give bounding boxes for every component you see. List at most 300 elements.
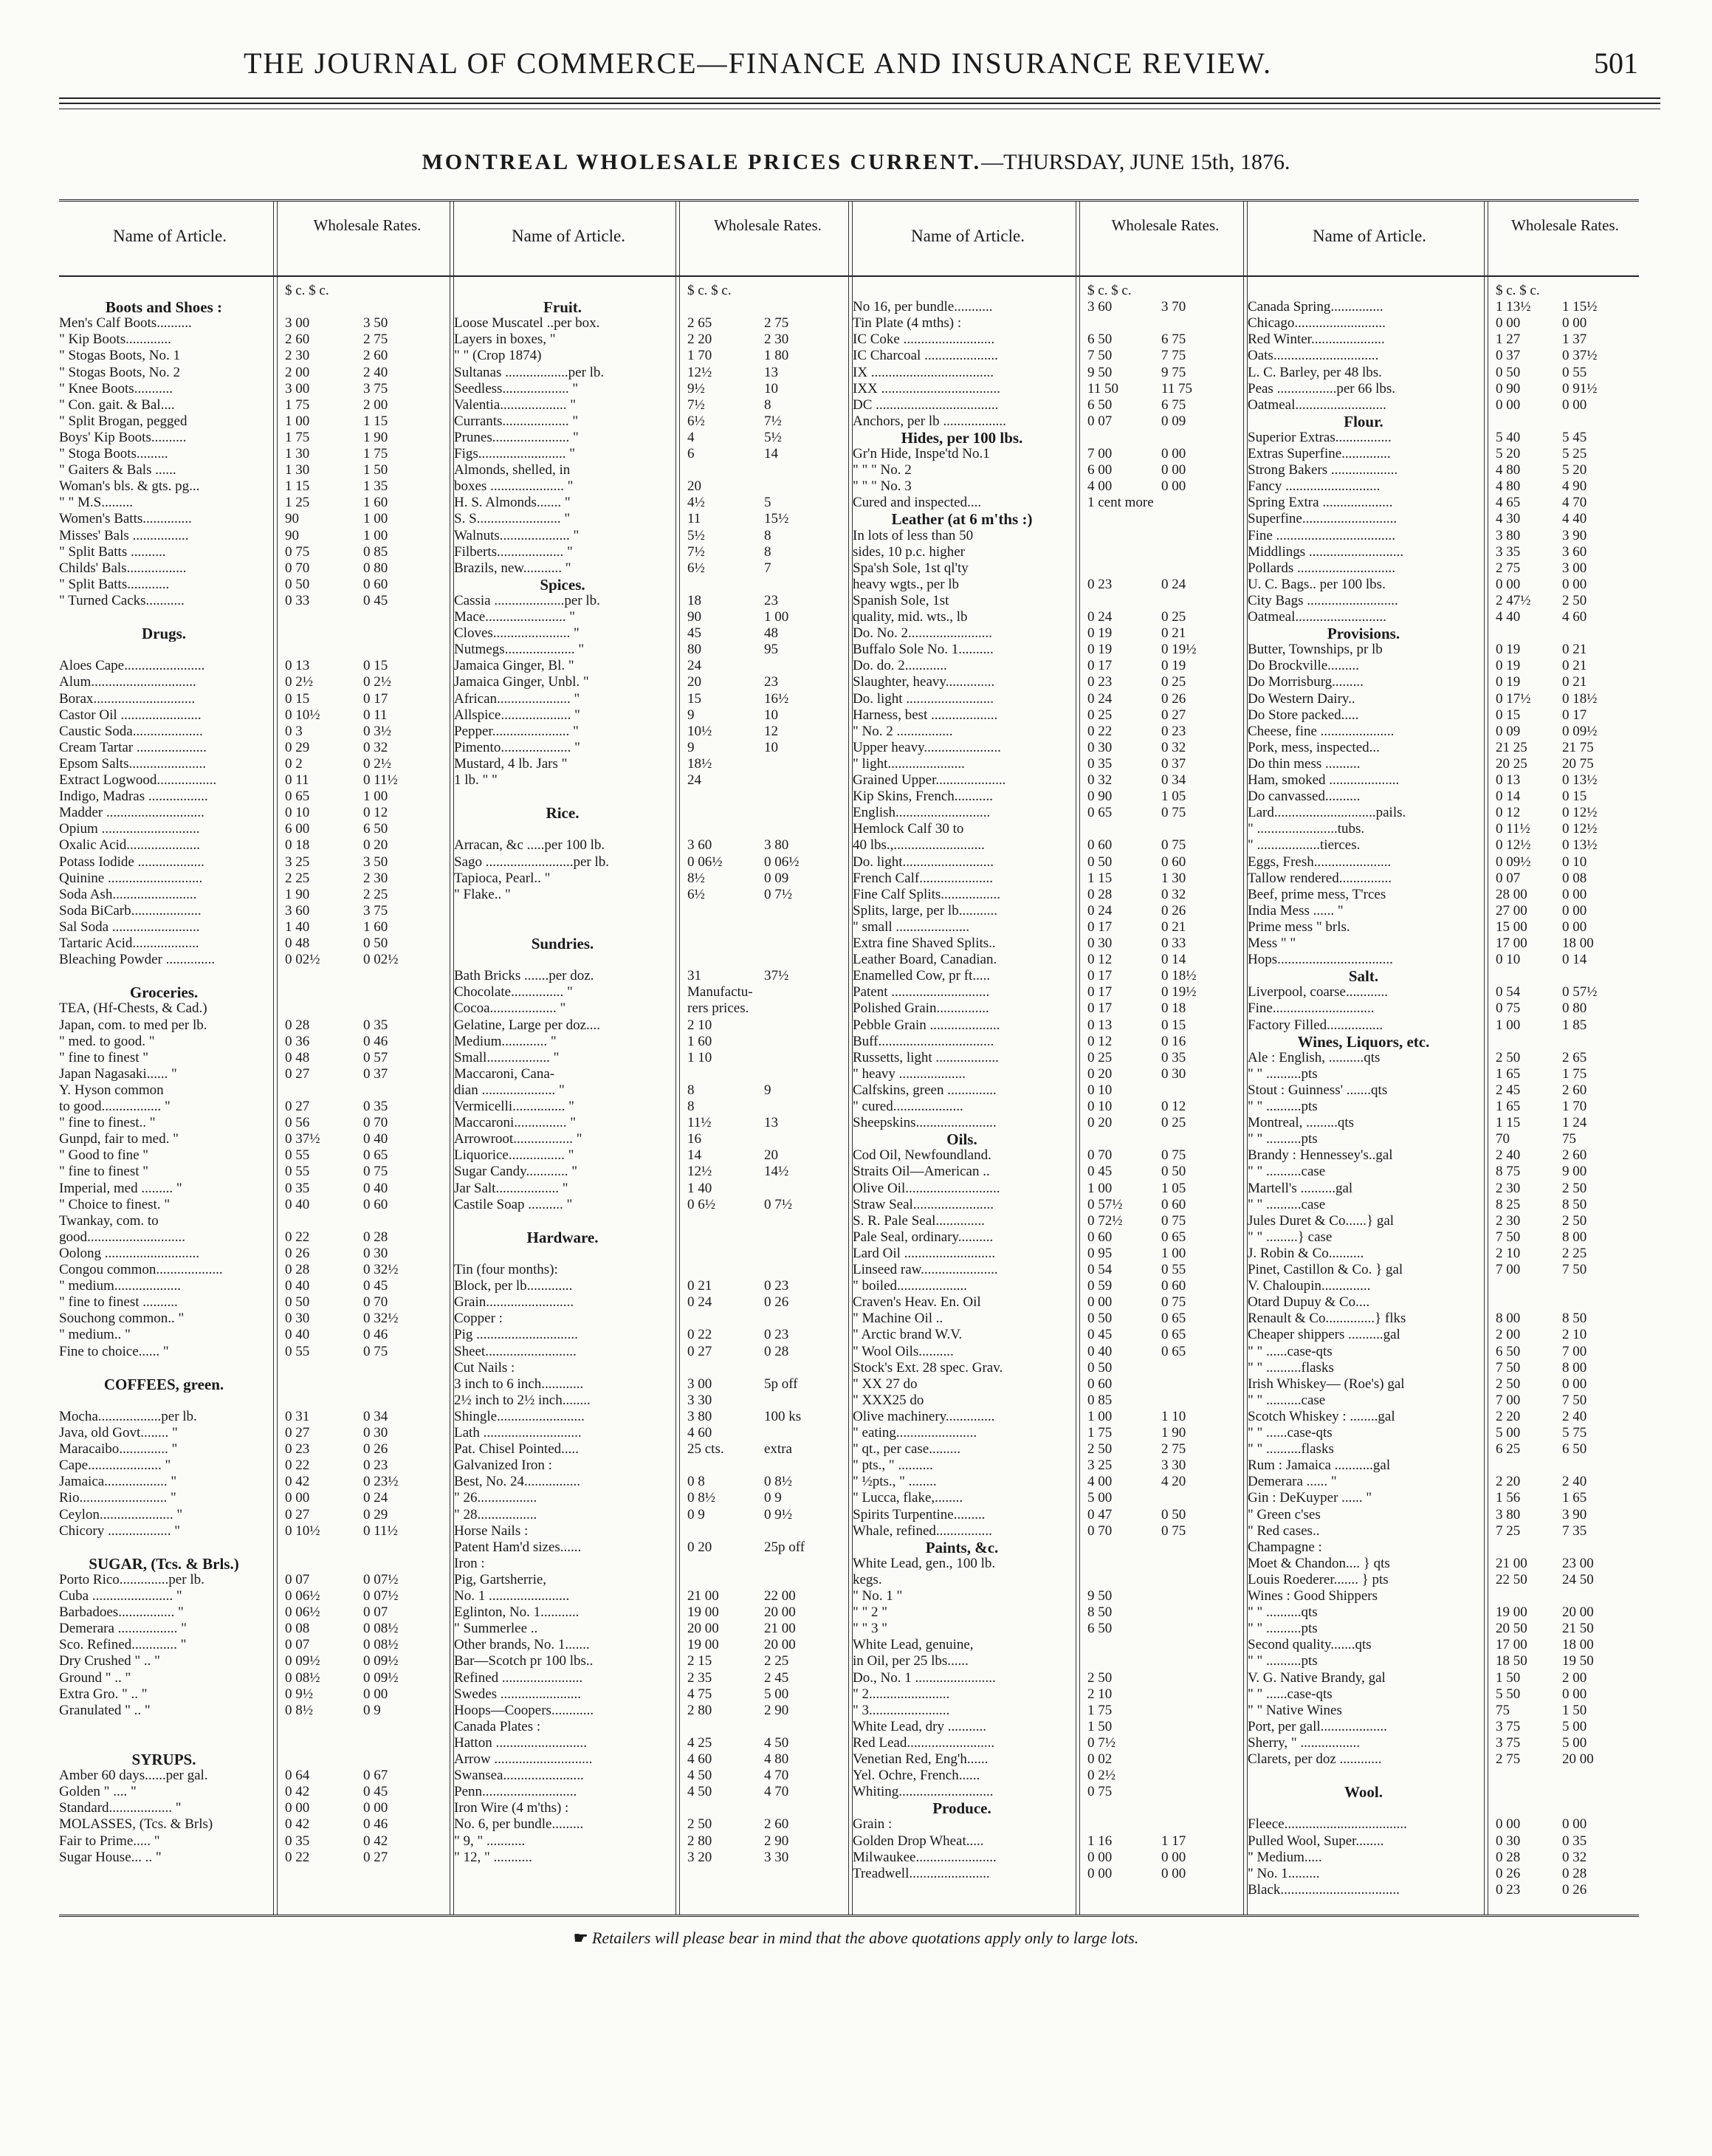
article-name: " " ..........pts xyxy=(1248,1065,1318,1082)
rate-low: 0 00 xyxy=(285,1800,310,1816)
article-name: Almonds, shelled, in xyxy=(454,462,571,478)
price-row xyxy=(454,332,853,348)
article-name: Soda Ash........................ xyxy=(59,886,197,902)
rate-low: 1 70 xyxy=(687,348,712,364)
rate-high: 0 30 xyxy=(1161,1065,1186,1082)
price-row xyxy=(1248,397,1639,413)
price-row xyxy=(853,1735,1248,1751)
rate-low: 6 00 xyxy=(285,821,310,837)
wholesale-rates-header: Wholesale Rates. xyxy=(1511,216,1619,234)
rate-low: 0 50 xyxy=(1087,1359,1113,1376)
price-row xyxy=(454,1621,853,1637)
article-name: Scotch Whiskey : ........gal xyxy=(1248,1408,1395,1424)
rate-low: 3 75 xyxy=(1496,1718,1521,1734)
price-row xyxy=(853,1604,1248,1621)
rate-high: 1 75 xyxy=(1562,1065,1587,1082)
article-name: " Good to fine " xyxy=(59,1147,149,1164)
rate-low: 0 6½ xyxy=(687,1196,715,1212)
price-row xyxy=(59,740,454,756)
article-name: Chicago.......................... xyxy=(1248,315,1386,332)
price-row xyxy=(1248,1115,1639,1131)
article-name: Madder ............................ xyxy=(59,805,204,821)
rate-low: 20 xyxy=(687,478,701,495)
article-name: Superfine........................... xyxy=(1248,511,1398,527)
price-row xyxy=(454,837,853,854)
rate-high: 0 80 xyxy=(363,560,388,576)
price-row xyxy=(1248,593,1639,609)
price-row xyxy=(1248,1327,1639,1343)
price-row xyxy=(853,1523,1248,1539)
price-column-2 xyxy=(454,202,853,1915)
rate-high: 0 28 xyxy=(1562,1865,1587,1881)
rate-high: 0 20 xyxy=(363,837,388,854)
article-name: " 3....................... xyxy=(853,1702,950,1718)
rate-high: 2 10 xyxy=(1562,1327,1587,1343)
rate-low: 0 17 xyxy=(1087,968,1113,984)
rate-low: 0 27 xyxy=(285,1065,310,1082)
spacer xyxy=(59,1719,454,1735)
article-name: Leather Board, Canadian. xyxy=(853,952,997,968)
article-name: " med. to good. " xyxy=(59,1033,155,1049)
article-name: Gin : DeKuyper ...... " xyxy=(1248,1490,1372,1506)
article-name: " " ..........pts xyxy=(1248,1099,1318,1114)
price-row xyxy=(1248,724,1639,740)
article-name: Tin (four months): xyxy=(454,1262,558,1277)
rate-low: 1 75 xyxy=(1087,1425,1113,1441)
article-name: Otard Dupuy & Co.... xyxy=(1248,1294,1370,1311)
section-heading xyxy=(1248,1784,1639,1800)
section-heading xyxy=(59,1556,454,1572)
article-name: " Turned Cacks........... xyxy=(59,592,185,608)
rate-low: 0 45 xyxy=(1087,1327,1113,1343)
article-name: Maccaroni............... " xyxy=(454,1115,576,1131)
article-name: " 12, " ........... xyxy=(454,1849,532,1865)
article-name: No. 6, per bundle......... xyxy=(454,1816,584,1833)
rate-low: 19 00 xyxy=(1496,1604,1527,1621)
rate-low: 0 30 xyxy=(1496,1833,1521,1849)
article-name: " Kip Boots............. xyxy=(59,332,171,348)
article-name: Extra Gro. " .. " xyxy=(59,1686,148,1702)
article-name: Extra fine Shaved Splits.. xyxy=(853,935,996,951)
price-row xyxy=(853,1866,1248,1882)
rate-high: 0 10 xyxy=(1562,854,1587,870)
price-row xyxy=(1248,299,1639,315)
article-name: " 26................. xyxy=(454,1490,537,1506)
rate-low: 0 8 xyxy=(687,1474,705,1490)
price-row xyxy=(59,821,454,837)
rate-high: 0 09½ xyxy=(363,1653,399,1669)
section-title: Wool. xyxy=(1344,1784,1383,1801)
article-name: " medium.. " xyxy=(59,1327,131,1343)
article-name: Borax............................. xyxy=(59,690,196,707)
article-name: No 16, per bundle........... xyxy=(853,299,993,315)
rate-high: 9 75 xyxy=(1161,364,1186,380)
article-name: Sultanas ..................per lb. xyxy=(454,364,605,380)
rate-low: 2 50 xyxy=(687,1816,712,1833)
rate-low: 7 00 xyxy=(1087,446,1113,461)
article-name: Ham, smoked .................... xyxy=(1248,772,1400,788)
article-name: Cuba ....................... " xyxy=(59,1588,182,1604)
price-row xyxy=(454,1572,853,1588)
article-name: " Stogas Boots, No. 2 xyxy=(59,364,180,380)
price-row xyxy=(853,1719,1248,1735)
rate-high: 0 35 xyxy=(363,1099,388,1114)
article-name: IC Charcoal ..................... xyxy=(853,348,998,364)
rate-low: 6 50 xyxy=(1087,332,1113,348)
rate-low: 2 30 xyxy=(1496,1212,1521,1229)
price-row xyxy=(1248,478,1639,495)
section-heading xyxy=(853,1131,1248,1147)
rate-low: 0 17 xyxy=(1087,919,1113,935)
article-name: Dry Crushed " .. " xyxy=(59,1653,160,1669)
price-row xyxy=(454,1327,853,1343)
article-name: Beef, prime mess, T'rces xyxy=(1248,886,1386,902)
rate-low: 0 50 xyxy=(285,1294,310,1311)
article-name: Factory Filled................ xyxy=(1248,1017,1383,1033)
rate-low: 5 00 xyxy=(1087,1490,1113,1506)
rate-low: 1 15 xyxy=(285,478,310,495)
rate-high: 0 65 xyxy=(1161,1343,1186,1359)
price-row xyxy=(1248,1278,1639,1294)
article-name: Medium............. " xyxy=(454,1033,557,1049)
section-heading xyxy=(454,1229,853,1246)
price-row xyxy=(454,1050,853,1066)
article-name: " Stogas Boots, No. 1 xyxy=(59,348,180,364)
price-row xyxy=(853,1034,1248,1050)
rate-low: 0 40 xyxy=(1087,1343,1113,1359)
article-name: Maracaibo.............. " xyxy=(59,1441,178,1458)
header-rule-2 xyxy=(59,103,1660,104)
rate-low: 19 00 xyxy=(687,1604,719,1621)
article-name: " No. 1......... xyxy=(1248,1865,1320,1881)
article-name: Lath ............................ xyxy=(454,1425,582,1441)
article-name: Oats.............................. xyxy=(1248,348,1379,364)
price-row xyxy=(59,1441,454,1458)
price-row xyxy=(1248,1588,1639,1604)
article-name: Walnuts.................... " xyxy=(454,527,580,543)
article-name: Layers in boxes, " xyxy=(454,332,556,348)
rate-low: 0 13 xyxy=(285,658,310,674)
article-name: Grain : xyxy=(853,1816,893,1833)
rate-low: 0 20 xyxy=(1087,1115,1113,1131)
article-name: " Split Batts............ xyxy=(59,576,170,592)
rate-high: 0 11½ xyxy=(363,772,398,788)
section-title: Spices. xyxy=(540,576,585,593)
article-name: Strong Bakers ................... xyxy=(1248,462,1398,478)
rate-low: 1 30 xyxy=(285,462,310,478)
price-row xyxy=(454,642,853,658)
section-title: Fruit. xyxy=(543,299,582,316)
price-row xyxy=(1248,560,1639,577)
rate-high: 0 50 xyxy=(1161,1164,1186,1180)
article-name: " " M.S......... xyxy=(59,495,133,511)
rate-low: 2 10 xyxy=(687,1017,712,1033)
article-name: Treadwell....................... xyxy=(853,1865,990,1881)
article-name: " Flake.. " xyxy=(454,886,511,902)
rate-high: 4 70 xyxy=(764,1784,789,1800)
price-row xyxy=(853,478,1248,495)
price-row xyxy=(1248,1393,1639,1409)
price-row xyxy=(1248,789,1639,805)
rate-high: 0 25 xyxy=(1161,1115,1186,1131)
rate-high: 13 xyxy=(764,1115,778,1131)
rate-high: 1 00 xyxy=(1161,1245,1186,1261)
price-row xyxy=(853,871,1248,887)
price-row xyxy=(1248,1409,1639,1425)
article-name: Hops................................. xyxy=(1248,952,1393,968)
price-row xyxy=(454,1344,853,1360)
price-row xyxy=(1248,1539,1639,1556)
rate-low: 22 50 xyxy=(1496,1571,1527,1587)
price-row xyxy=(853,756,1248,772)
rate-low: 0 54 xyxy=(1087,1262,1113,1277)
rate-high: 5 00 xyxy=(764,1686,789,1702)
price-row xyxy=(1248,315,1639,332)
price-row xyxy=(454,1034,853,1050)
rate-high: 5 20 xyxy=(1562,462,1587,478)
article-name: Butter, Townships, pr lb xyxy=(1248,642,1383,658)
price-row xyxy=(59,772,454,789)
rate-low: 15 00 xyxy=(1496,919,1527,935)
rate-low: 1 25 xyxy=(285,495,310,511)
rate-high: 22 00 xyxy=(764,1588,796,1604)
rate-low: 2 00 xyxy=(285,364,310,380)
price-row xyxy=(1248,1686,1639,1703)
rate-low: 2 50 xyxy=(1496,1376,1521,1392)
rate-high: 0 50 xyxy=(1161,1506,1186,1522)
rate-high: 0 65 xyxy=(1161,1311,1186,1327)
rate-low: 0 28 xyxy=(1087,886,1113,902)
rate-high: 0 12 xyxy=(1161,1099,1186,1114)
article-name: Potass Iodide ................... xyxy=(59,854,204,870)
rate-low: 2 15 xyxy=(687,1653,712,1669)
rate-high: 0 32½ xyxy=(363,1311,399,1327)
rate-low: 90 xyxy=(285,527,299,543)
price-row xyxy=(59,1262,454,1278)
rate-high: 19 50 xyxy=(1562,1653,1594,1669)
rate-high: 2 40 xyxy=(363,364,388,380)
rate-low: 0 45 xyxy=(1087,1164,1113,1180)
article-name: " " 3 " xyxy=(853,1621,888,1637)
rate-high: 18 00 xyxy=(1562,935,1594,951)
price-row xyxy=(853,789,1248,805)
rate-low: 0 75 xyxy=(1496,1000,1521,1017)
rate-high: 0 18½ xyxy=(1161,968,1197,984)
rate-high: 0 60 xyxy=(1161,854,1186,870)
price-row xyxy=(454,691,853,707)
rate-low: 0 50 xyxy=(1087,854,1113,870)
article-name: Linseed raw...................... xyxy=(853,1262,998,1277)
rate-low: 0 90 xyxy=(1087,789,1113,805)
price-table xyxy=(59,199,1639,1917)
rate-high: 0 57½ xyxy=(1562,984,1598,1000)
article-name: " " 2 " xyxy=(853,1604,888,1621)
rate-high: 5 00 xyxy=(1562,1734,1587,1751)
rate-low: 0 08½ xyxy=(285,1669,320,1686)
price-row xyxy=(853,821,1248,837)
rate-high: 0 35 xyxy=(1161,1049,1186,1065)
rate-high: 0 75 xyxy=(1161,1212,1186,1229)
name-of-article-header: Name of Article. xyxy=(512,227,625,245)
rate-low: 0 70 xyxy=(285,560,310,576)
article-name: French Calf..................... xyxy=(853,870,993,886)
name-of-article-header: Name of Article. xyxy=(113,227,227,245)
price-row xyxy=(1248,332,1639,348)
price-row xyxy=(59,1278,454,1294)
rate-high: 0 17 xyxy=(1562,707,1587,723)
article-name: Do. light ......................... xyxy=(853,690,994,707)
rate-high: 6 75 xyxy=(1161,396,1186,413)
rate-high: 0 00 xyxy=(1562,576,1587,592)
article-name: J. Robin & Co.......... xyxy=(1248,1245,1364,1261)
price-row xyxy=(59,1050,454,1066)
rate-high: 8 00 xyxy=(1562,1359,1587,1376)
rate-high: 0 02½ xyxy=(363,952,399,968)
price-row xyxy=(59,1164,454,1180)
rate-low: 1 75 xyxy=(1087,1702,1113,1718)
article-name: Brandy : Hennessey's..gal xyxy=(1248,1147,1393,1164)
rate-high: 7 50 xyxy=(1562,1262,1587,1277)
article-name: Do., No. 1 ....................... xyxy=(853,1669,996,1686)
price-row xyxy=(1248,544,1639,560)
article-name: Cheaper shippers ..........gal xyxy=(1248,1327,1400,1343)
rate-low: 0 22 xyxy=(285,1458,310,1474)
article-name: " Arctic brand W.V. xyxy=(853,1327,963,1343)
rate-low: 90 xyxy=(285,511,299,527)
retailers-notice xyxy=(0,1929,1712,1948)
rate-high: extra xyxy=(764,1441,792,1458)
price-row xyxy=(1248,1344,1639,1360)
article-name: to good................. " xyxy=(59,1099,171,1114)
rate-low: 0 23 xyxy=(285,1441,310,1458)
price-row xyxy=(853,1360,1248,1376)
article-name: Hemlock Calf 30 to xyxy=(853,821,964,837)
column-header xyxy=(1248,202,1639,277)
article-name: Fancy ........................... xyxy=(1248,478,1381,495)
price-row xyxy=(59,789,454,805)
rate-low: 0 24 xyxy=(1087,609,1113,625)
rate-high: 2 60 xyxy=(1562,1147,1587,1164)
price-row xyxy=(1248,1082,1639,1099)
rate-high: 0 00 xyxy=(1562,902,1587,919)
section-heading xyxy=(853,1539,1248,1556)
article-name: " light...................... xyxy=(853,755,965,772)
rate-low: 0 9 xyxy=(687,1506,705,1522)
article-name: " heavy ................... xyxy=(853,1065,966,1082)
price-row xyxy=(1248,1735,1639,1751)
rate-low: 1 60 xyxy=(687,1033,712,1049)
price-list-date: —THURSDAY, JUNE 15th, 1876. xyxy=(981,150,1290,174)
rate-high: 0 32 xyxy=(363,739,388,755)
price-row xyxy=(454,1850,853,1866)
spacer xyxy=(454,903,853,919)
article-name: Nutmegs.................... " xyxy=(454,642,585,658)
article-name: Liquorice................ " xyxy=(454,1147,574,1164)
rate-high: 0 28 xyxy=(363,1229,388,1245)
article-name: IC Coke .......................... xyxy=(853,332,995,348)
price-row xyxy=(853,1703,1248,1719)
article-name: Bleaching Powder .............. xyxy=(59,952,216,968)
price-row xyxy=(853,1441,1248,1458)
price-row xyxy=(454,560,853,577)
price-row xyxy=(59,1147,454,1164)
price-row xyxy=(454,1686,853,1703)
rate-low: 1 cent more xyxy=(1087,495,1154,511)
currency-header xyxy=(1248,283,1639,299)
article-name: " " .........} case xyxy=(1248,1229,1333,1245)
spacer xyxy=(454,919,853,935)
price-row xyxy=(454,446,853,462)
rate-high: 2 45 xyxy=(764,1669,789,1686)
price-row xyxy=(1248,1751,1639,1768)
article-name: Pig ............................. xyxy=(454,1327,578,1343)
article-name: Castor Oil ....................... xyxy=(59,707,202,723)
article-name: Castile Soap .......... " xyxy=(454,1196,573,1212)
rate-high: 0 46 xyxy=(363,1033,388,1049)
price-row xyxy=(454,1409,853,1425)
price-row xyxy=(853,1197,1248,1213)
section-heading xyxy=(59,1376,454,1393)
price-row xyxy=(853,544,1248,560)
currency-header xyxy=(454,283,853,299)
spacer xyxy=(454,789,853,805)
article-name: Seedless................... " xyxy=(454,380,579,396)
rate-low: 0 8½ xyxy=(687,1490,715,1506)
price-row xyxy=(1248,1246,1639,1262)
rate-low: 4 80 xyxy=(1496,478,1521,495)
rate-high: 18 00 xyxy=(1562,1637,1594,1653)
section-title: Flour. xyxy=(1344,413,1383,430)
price-row xyxy=(853,1653,1248,1669)
article-name: TEA, (Hf-Chests, & Cad.) xyxy=(59,1000,207,1017)
article-name: " Lucca, flake,........ xyxy=(853,1490,963,1506)
rate-high: 0 00 xyxy=(1562,315,1587,332)
price-row xyxy=(59,365,454,381)
price-row xyxy=(1248,952,1639,968)
rate-high: 0 06½ xyxy=(764,854,800,870)
article-name: Ground " .. " xyxy=(59,1669,131,1686)
price-row xyxy=(59,1425,454,1441)
rate-low: 3 00 xyxy=(285,380,310,396)
article-name: Clarets, per doz ............ xyxy=(1248,1751,1382,1767)
rate-high: 0 55 xyxy=(1161,1262,1186,1277)
currency-units: $ c. $ c. xyxy=(1496,283,1540,298)
rate-low: 7 50 xyxy=(1496,1229,1521,1245)
rate-high: 0 09 xyxy=(1161,413,1186,429)
price-row xyxy=(853,397,1248,413)
article-name: Cod Oil, Newfoundland. xyxy=(853,1147,991,1164)
section-heading xyxy=(853,430,1248,446)
article-name: Golden Drop Wheat..... xyxy=(853,1833,984,1849)
rate-high: 0 65 xyxy=(363,1147,388,1164)
rate-high: 0 60 xyxy=(1161,1278,1186,1294)
price-row xyxy=(59,1327,454,1343)
rate-high: 16½ xyxy=(764,690,789,707)
rate-high: 1 80 xyxy=(764,348,789,364)
article-name: Japan Nagasaki...... " xyxy=(59,1065,177,1082)
rate-low: 0 28 xyxy=(285,1262,310,1277)
article-name: " fine to finest .......... xyxy=(59,1294,178,1311)
price-row xyxy=(59,1082,454,1099)
rate-high: 1 17 xyxy=(1161,1833,1186,1849)
price-row xyxy=(853,887,1248,903)
wholesale-rates-header: Wholesale Rates. xyxy=(1111,216,1220,234)
rate-high: 0 00 xyxy=(1562,919,1587,935)
article-name: Pollards ............................ xyxy=(1248,560,1396,576)
rate-low: 3 20 xyxy=(687,1849,712,1865)
article-name: Men's Calf Boots.......... xyxy=(59,315,192,332)
article-name: boxes ..................... " xyxy=(454,478,574,495)
